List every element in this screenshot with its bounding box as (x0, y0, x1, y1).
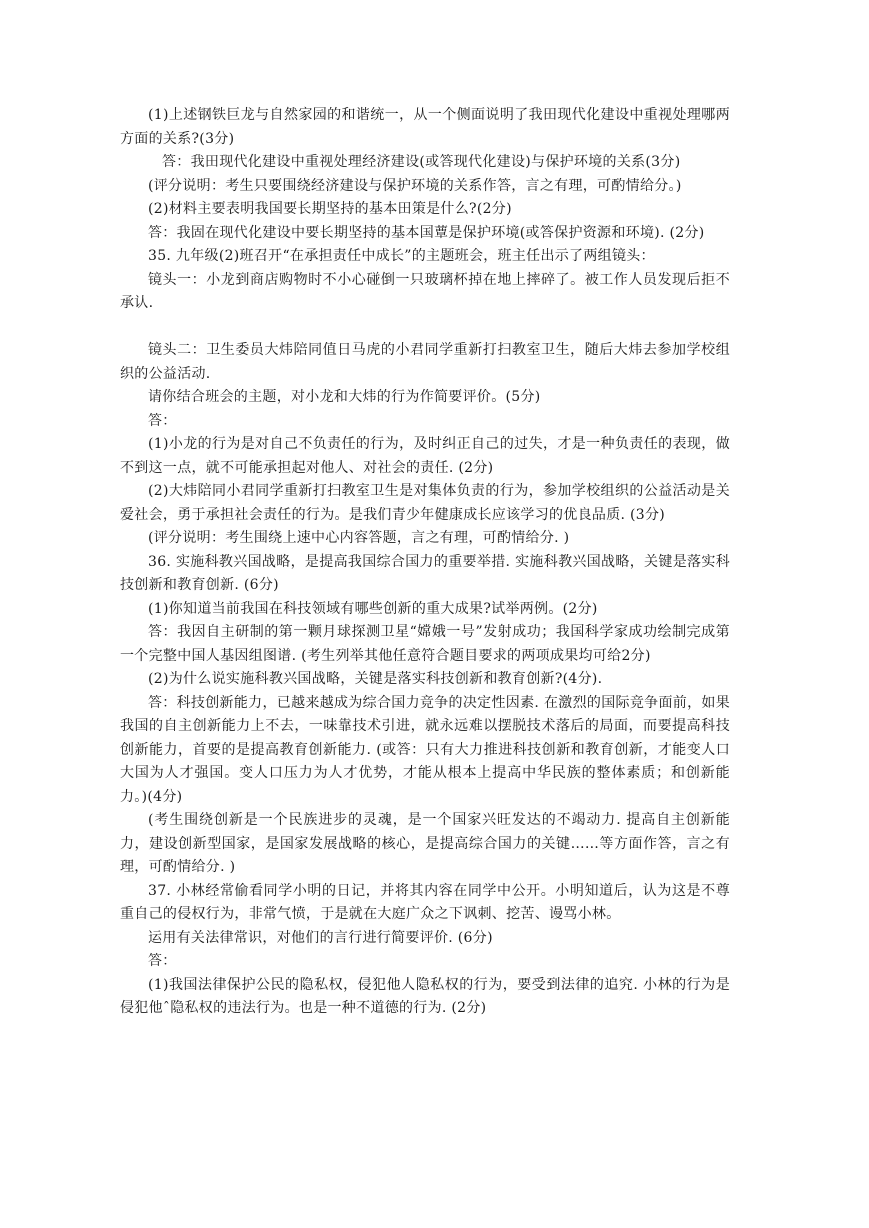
question-37-intro: 37. 小林经常偷看同学小明的日记，并将其内容在同学中公开。小明知道后，认为这是不尊重自己的侵权行为，非常气愤，于是就在大庭广众之下讽刺、挖苦、谩骂小林。 (120, 882, 730, 922)
question-36-intro: 36. 实施科教兴国战略，是提高我国综合国力的重要举措. 实施科教兴国战略，关键是落实科技创新和教育创新. (6分) (120, 553, 730, 593)
answer-37-part1: (1)我国法律保护公民的隐私权，侵犯他人隐私权的行为，要受到法律的追究. 小林的行为是侵犯他ˆ隐私权的违法行为。也是一种不道德的行为. (2分) (120, 976, 730, 1016)
question-37-prompt: 运用有关法律常识，对他们的言行进行简要评价. (6分) (148, 929, 493, 946)
question-36-part1: (1)你知道当前我国在科技领域有哪些创新的重大成果?试举两例。(2分) (148, 600, 598, 617)
answer-35-part1: (1)小龙的行为是对自己不负责任的行为，及时纠正自己的过失，才是一种负责任的表现，做不到这一点，就不可能承担起对他人、对社会的责任. (2分) (120, 436, 730, 476)
paragraph-gap (120, 316, 730, 340)
answer-36-part2: 答：科技创新能力，已越来越成为综合国力竞争的决定性因素. 在激烈的国际竞争面前，如果我国的自主创新能力上不去，一味靠技术引进，就永远难以摆脱技术落后的局面，而要提高科技创新能力，首要的是提高教育创新能力. (或答：只有大力推进科技创新和教育创新，才能变人口大国为人才强国。变人口压力为人才优势，才能从根本上提高中华民族的整体素质；和创新能力。)(4分) (120, 694, 730, 805)
question-35-prompt: 请你结合班会的主题，对小龙和大炜的行为作简要评价。(5分) (148, 389, 541, 405)
document-body (120, 104, 730, 1021)
question-35-intro: 35. 九年级(2)班召开“在承担责任中成长”的主题班会，班主任出示了两组镜头： (148, 248, 655, 264)
scoring-note-34-part1: (评分说明：考生只要围绕经济建设与保护环境的关系作答，言之有理，可酌情给分。) (148, 177, 682, 194)
answer-37-label: 答： (148, 953, 177, 969)
scoring-note-35: (评分说明：考生围绕上速中心内容答题，言之有理，可酌情给分. ) (148, 530, 570, 546)
question-35-scene2: 镜头二：卫生委员大炜陪同值日马虎的小君同学重新打扫教室卫生，随后大炜去参加学校组织的公益活动. (120, 342, 730, 382)
answer-35-label: 答： (148, 412, 177, 429)
answer-34-part1: 答：我田现代化建设中重视处理经济建设(或答现代化建设)与保护环境的关系(3分) (162, 154, 681, 170)
answer-34-part2: 答：我固在现代化建设中要长期坚持的基本国蕈是保护环境(或答保护资源和环境). (2分) (148, 224, 705, 241)
answer-35-part2: (2)大炜陪同小君同学重新打扫教室卫生是对集体负责的行为，参加学校组织的公益活动是关爱社会，勇于承担社会责任的行为。是我们青少年健康成长应该学习的优良品质. (3分) (120, 483, 730, 523)
question-34-part1: (1)上述钢铁巨龙与自然家园的和谐统一，从一个侧面说明了我田现代化建设中重视处理哪两方面的关系?(3分) (120, 107, 730, 147)
question-35-scene1: 镜头一：小龙到商店购物时不小心碰倒一只玻璃杯掉在地上摔碎了。被工作人员发现后拒不承认. (120, 271, 730, 311)
question-36-part2: (2)为什么说实施科教兴国战略，关键是落实科技创新和教育创新?(4分). (148, 671, 603, 687)
scoring-note-36: (考生围绕创新是一个民族进步的灵魂，是一个国家兴旺发达的不竭动力. 提高自主创新能力，建设创新型国家，是国家发展战略的核心，是提高综合国力的关键……等方面作答，言之有理，可酌情给分. ) (120, 812, 730, 875)
answer-36-part1: 答：我因自主研制的第一颗月球探测卫星“嫦娥一号”发射成功；我国科学家成功绘制完成第一个完整中国人基因组图谱. (考生列举其他任意符合题目要求的两项成果均可给2分) (120, 624, 730, 664)
question-34-part2: (2)材料主要表明我国要长期坚持的基本田策是什么?(2分) (148, 201, 512, 217)
